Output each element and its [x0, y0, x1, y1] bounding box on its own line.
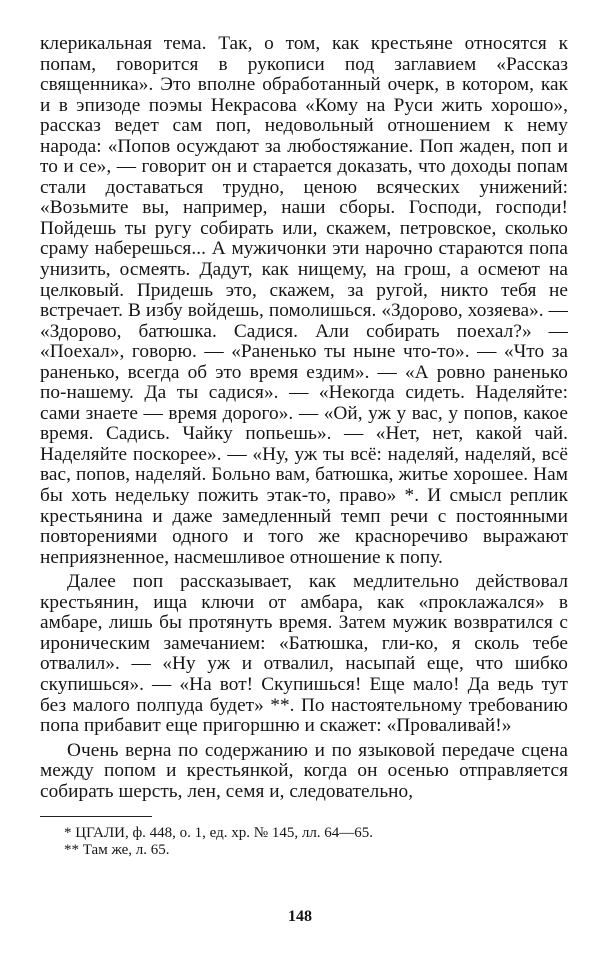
paragraph-3: Очень верна по содержанию и по языковой передаче сцена между попом и крестьянкой, когда он осенью отправляется собирать шерсть, лен, семя и, следовательно, — [40, 739, 568, 802]
footnote-2: ** Там же, л. 65. — [64, 842, 170, 859]
footnote-separator — [40, 816, 152, 817]
page-number: 148 — [288, 908, 312, 925]
footnote-1: * ЦГАЛИ, ф. 448, о. 1, ед. хр. № 145, лл. 64—65. — [64, 825, 374, 842]
paragraph-2: Далее поп рассказывает, как медлительно действовал крестьянин, ища ключи от амбара, как «проклажался» в амбаре, лишь бы протянуть время. Затем мужик возвратился с ироническим замечанием: «Батюшка, гли-ко, я сколь тебе отвалил». — «Ну уж и отвалил, насыпай еще, что шибко скупишься». — «На вот! Скупишься! Еще мало! Да ведь тут без малого полпуда будет» **. По настоятельному требованию попа прибавит еще пригоршню и скажет: «Проваливай!» — [40, 571, 568, 737]
book-page — [40, 34, 568, 859]
footnotes — [40, 825, 568, 859]
paragraph-1: клерикальная тема. Так, о том, как крестьяне относятся к попам, говорится в рукописи под заглавием «Рассказ священника». Это вполне обработанный очерк, в котором, как и в эпизоде поэмы Некрасова «Кому на Руси жить хорошо», рассказ ведет сам поп, недовольный отношением к нему народа: «Попов осуждают за любостяжание. Поп жаден, поп и то и се», — говорит он и старается доказать, что доходы попам стали доставаться трудно, ценою всяческих унижений: «Возьмите вы, например, наши сборы. Господи, господи! Пойдешь ты ругу собирать или, скажем, петровское, сколько сраму наберешься... А мужичонки эти нарочно стараются попа унизить, осмеять. Дадут, как нищему, на грош, а осмеют на целковый. Придешь это, скажем, за ругой, никто тебя не встречает. В избу войдешь, помолишься. «Здорово, хозяева». — «Здорово, батюшка. Садися. Али собирать поехал?» — «Поехал», говорю. — «Раненько ты ныне что-то». — «Что за раненько, всегда об это время ездим». — «А ровно раненько по-нашему. Да ты садися». — «Некогда сидеть. Наделяйте: сами знаете — время дорого». — «Ой, уж у вас, у попов, какое время. Садись. Чайку попьешь». — «Нет, нет, какой чай. Наделяйте поскорее». — «Ну, уж ты всё: наделяй, наделяй, всё вас, попов, наделяй. Больно вам, батюшка, житье хорошее. Нам бы хоть недельку пожить этак-то, право» *. И смысл реплик крестьянина и даже замедленный темп речи с постоянными повторениями одного и того же красноречиво выражают неприязненное, насмешливое отношение к попу. — [40, 33, 568, 568]
main-text — [40, 34, 568, 802]
